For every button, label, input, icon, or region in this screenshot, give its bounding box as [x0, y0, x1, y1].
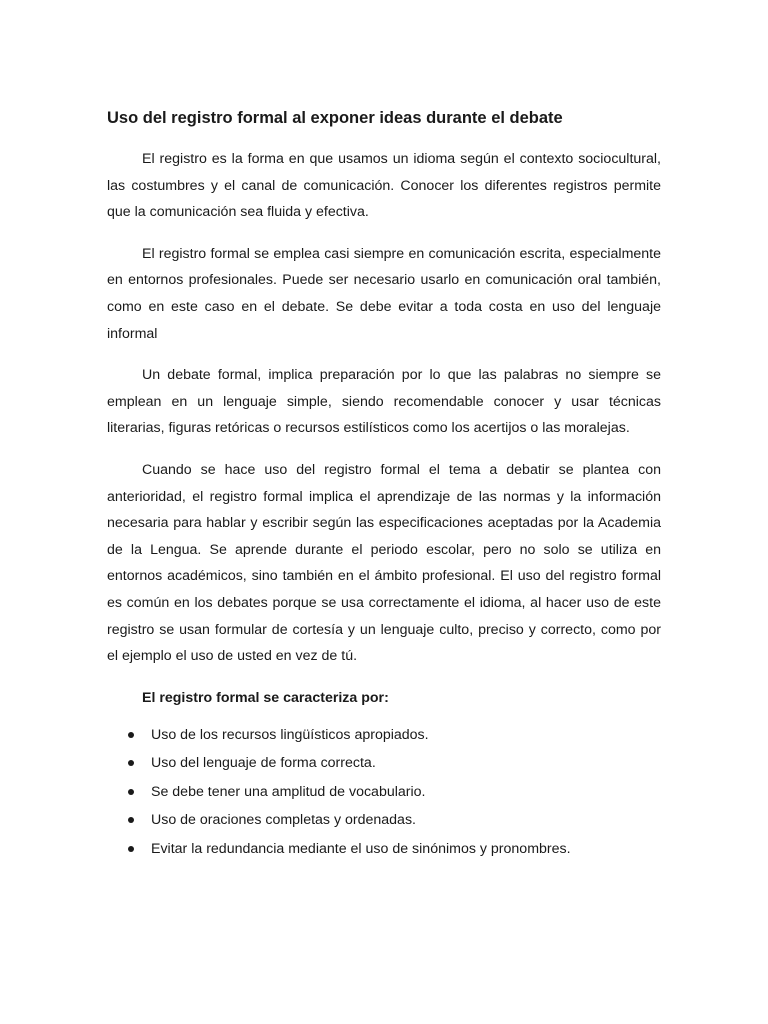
- characteristics-list: [107, 721, 661, 864]
- list-item: [107, 778, 661, 807]
- bullet-icon: [128, 789, 134, 795]
- paragraph-3: Un debate formal, implica preparación por lo que las palabras no siempre se emplean en un lenguaje simple, siendo recomendable conocer y usar técnicas literarias, figuras retóricas o recursos estilísticos como los acertijos o las moralejas.: [107, 367, 661, 437]
- document-page: [107, 104, 661, 864]
- list-heading: El registro formal se caracteriza por:: [142, 689, 389, 706]
- list-item: [107, 721, 661, 750]
- paragraph-1: El registro es la forma en que usamos un idioma según el contexto sociocultural, las costumbres y el canal de comunicación. Conocer los diferentes registros permite que la comunicación sea fluida y efectiva.: [107, 151, 661, 221]
- list-item-text: Evitar la redundancia mediante el uso de sinónimos y pronombres.: [151, 841, 571, 858]
- list-item: [107, 806, 661, 835]
- paragraph-4: Cuando se hace uso del registro formal el tema a debatir se plantea con anterioridad, el registro formal implica el aprendizaje de las normas y la información necesaria para hablar y escribir según las especificaciones aceptadas por la Academia de la Lengua. Se aprende durante el periodo escolar, pero no solo se utiliza en entornos académicos, sino también en el ámbito profesional. El uso del registro formal es común en los debates porque se usa correctamente el idioma, al hacer uso de este registro se usan formular de cortesía y un lenguaje culto, preciso y correcto, como por el ejemplo el uso de usted en vez de tú.: [107, 461, 661, 665]
- list-item: [107, 749, 661, 778]
- list-item-text: Uso del lenguaje de forma correcta.: [151, 755, 376, 772]
- list-item: [107, 835, 661, 864]
- bullet-icon: [128, 732, 134, 738]
- list-item-text: Uso de oraciones completas y ordenadas.: [151, 812, 416, 829]
- list-item-text: Uso de los recursos lingüísticos apropiados.: [151, 726, 429, 743]
- paragraph-2: El registro formal se emplea casi siempre en comunicación escrita, especialmente en entornos profesionales. Puede ser necesario usarlo en comunicación oral también, como en este caso en el debate. Se debe evitar a toda costa en uso del lenguaje informal: [107, 245, 661, 342]
- document-title: Uso del registro formal al exponer ideas durante el debate: [107, 109, 563, 127]
- bullet-icon: [128, 760, 134, 766]
- bullet-icon: [128, 846, 134, 852]
- list-item-text: Se debe tener una amplitud de vocabulario.: [151, 783, 426, 800]
- bullet-icon: [128, 817, 134, 823]
